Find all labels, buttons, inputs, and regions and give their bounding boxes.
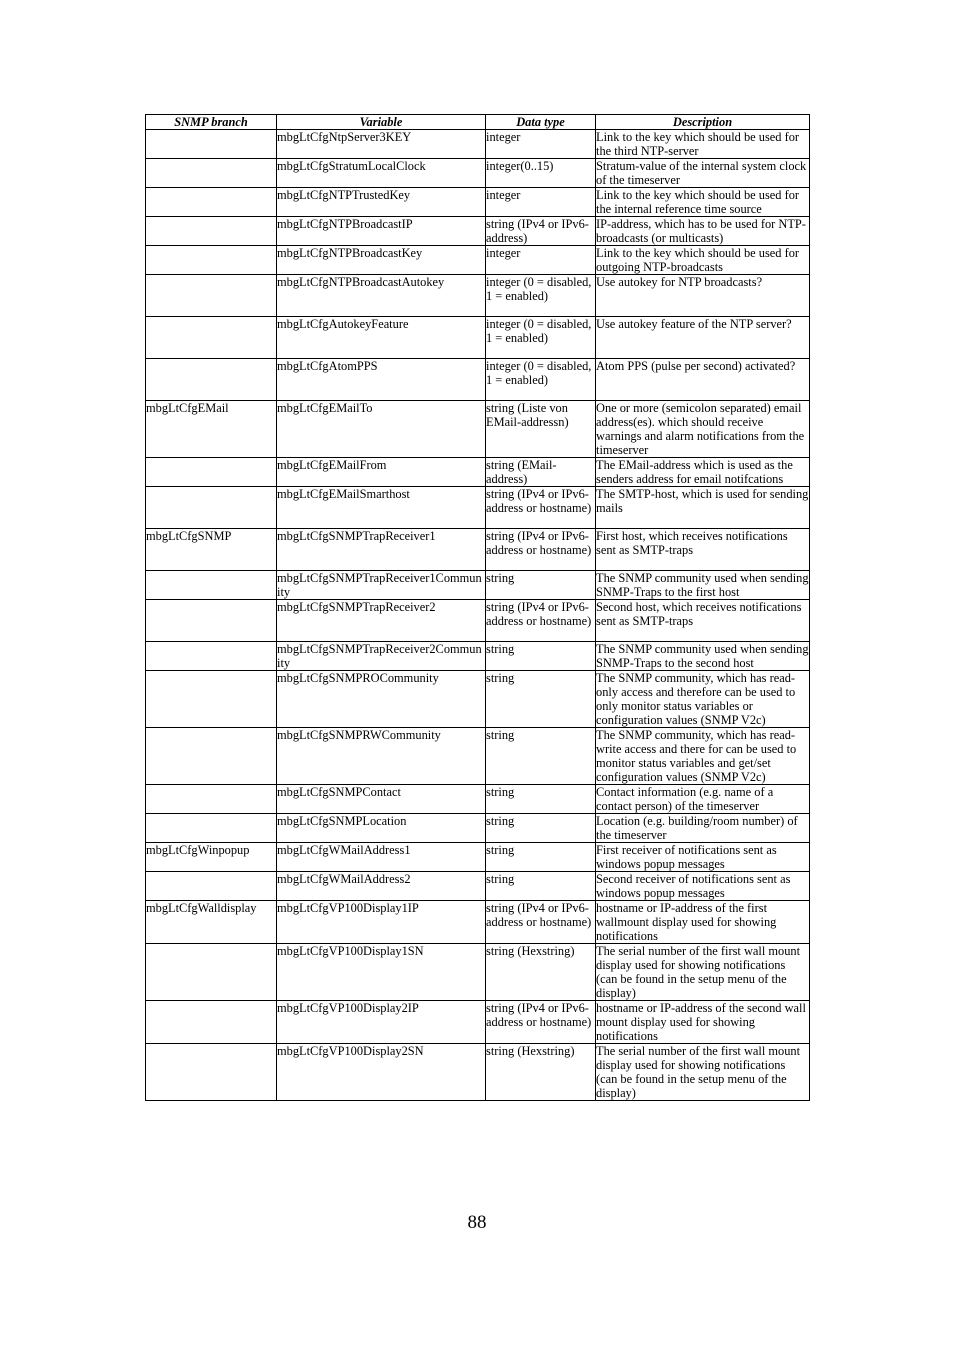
- table-row: [146, 872, 810, 901]
- branch-cell: mbgLtCfgSNMP: [146, 529, 277, 571]
- description-cell: The EMail-address which is used as the senders address for email notifcations: [596, 458, 810, 487]
- header-snmp-branch: SNMP branch: [146, 115, 277, 130]
- branch-cell: mbgLtCfgWalldisplay: [146, 901, 277, 944]
- variable-cell: mbgLtCfgSNMPTrapReceiver1: [277, 529, 486, 571]
- table-row: [146, 600, 810, 642]
- variable-cell: mbgLtCfgSNMPRWCommunity: [277, 728, 486, 785]
- data-type-cell: string (Hexstring): [486, 944, 596, 1001]
- description-cell: IP-address, which has to be used for NTP-broadcasts (or multicasts): [596, 217, 810, 246]
- description-cell: The serial number of the first wall mount display used for showing notifications (can be found in the setup menu of the display): [596, 944, 810, 1001]
- branch-cell: [146, 1001, 277, 1044]
- description-cell: hostname or IP-address of the second wall mount display used for showing notifications: [596, 1001, 810, 1044]
- variable-cell: mbgLtCfgNTPTrustedKey: [277, 188, 486, 217]
- table-row: [146, 785, 810, 814]
- description-cell: First receiver of notifications sent as windows popup messages: [596, 843, 810, 872]
- table-row: [146, 901, 810, 944]
- variable-cell: mbgLtCfgEMailTo: [277, 401, 486, 458]
- description-cell: Second receiver of notifications sent as windows popup messages: [596, 872, 810, 901]
- branch-cell: [146, 317, 277, 359]
- branch-cell: [146, 1044, 277, 1101]
- data-type-cell: string (IPv4 or IPv6-address or hostname): [486, 487, 596, 529]
- data-type-cell: string (IPv4 or IPv6-address): [486, 217, 596, 246]
- table-row: [146, 487, 810, 529]
- variable-cell: mbgLtCfgNTPBroadcastAutokey: [277, 275, 486, 317]
- description-cell: Atom PPS (pulse per second) activated?: [596, 359, 810, 401]
- description-cell: hostname or IP-address of the first wallmount display used for showing notifications: [596, 901, 810, 944]
- variable-cell: mbgLtCfgStratumLocalClock: [277, 159, 486, 188]
- data-type-cell: integer: [486, 188, 596, 217]
- branch-cell: mbgLtCfgWinpopup: [146, 843, 277, 872]
- description-cell: The SMTP-host, which is used for sending mails: [596, 487, 810, 529]
- table-row: [146, 642, 810, 671]
- branch-cell: [146, 487, 277, 529]
- description-cell: Contact information (e.g. name of a contact person) of the timeserver: [596, 785, 810, 814]
- description-cell: Link to the key which should be used for outgoing NTP-broadcasts: [596, 246, 810, 275]
- variable-cell: mbgLtCfgVP100Display2SN: [277, 1044, 486, 1101]
- data-type-cell: string: [486, 843, 596, 872]
- data-type-cell: integer (0 = disabled, 1 = enabled): [486, 275, 596, 317]
- branch-cell: [146, 458, 277, 487]
- description-cell: The SNMP community used when sending SNMP-Traps to the first host: [596, 571, 809, 599]
- data-type-cell: string: [486, 785, 596, 814]
- branch-cell: [146, 159, 277, 188]
- data-type-cell: string: [486, 571, 596, 600]
- table-row: [146, 359, 810, 401]
- description-cell: Link to the key which should be used for the third NTP-server: [596, 130, 810, 159]
- branch-cell: [146, 275, 277, 317]
- branch-cell: [146, 728, 277, 785]
- table-row: [146, 1001, 810, 1044]
- data-type-cell: string (IPv4 or IPv6-address or hostname): [486, 600, 596, 642]
- data-type-cell: integer: [486, 246, 596, 275]
- table-row: [146, 401, 810, 458]
- table-row: [146, 130, 810, 159]
- description-cell: The serial number of the first wall mount display used for showing notifications (can be found in the setup menu of the display): [596, 1044, 810, 1101]
- description-cell: First host, which receives notifications sent as SMTP-traps: [596, 529, 810, 571]
- page-number: 88: [467, 1212, 487, 1233]
- data-type-cell: string (IPv4 or IPv6-address or hostname): [486, 1001, 596, 1044]
- variable-cell: mbgLtCfgSNMPROCommunity: [277, 671, 486, 728]
- data-type-cell: integer(0..15): [486, 159, 596, 188]
- branch-cell: [146, 130, 277, 159]
- description-cell: The SNMP community used when sending SNMP-Traps to the second host: [596, 642, 809, 670]
- variable-cell: mbgLtCfgVP100Display2IP: [277, 1001, 486, 1044]
- data-type-cell: string: [486, 671, 596, 728]
- branch-cell: [146, 246, 277, 275]
- branch-cell: [146, 785, 277, 814]
- data-type-cell: string (EMail-address): [486, 458, 596, 487]
- table-row: [146, 159, 810, 188]
- variable-cell: mbgLtCfgWMailAddress1: [277, 843, 486, 872]
- branch-cell: [146, 359, 277, 401]
- variable-cell: mbgLtCfgVP100Display1SN: [277, 944, 486, 1001]
- branch-cell: [146, 642, 277, 671]
- data-type-cell: string (IPv4 or IPv6-address or hostname): [486, 529, 596, 571]
- description-cell: Location (e.g. building/room number) of the timeserver: [596, 814, 810, 843]
- table-body: [146, 130, 810, 1101]
- variable-cell: mbgLtCfgWMailAddress2: [277, 872, 486, 901]
- branch-cell: [146, 571, 277, 600]
- variable-cell: mbgLtCfgSNMPContact: [277, 785, 486, 814]
- variable-cell: mbgLtCfgAutokeyFeature: [277, 317, 486, 359]
- variable-cell: mbgLtCfgNtpServer3KEY: [277, 130, 486, 159]
- branch-cell: [146, 600, 277, 642]
- branch-cell: [146, 872, 277, 901]
- description-cell: Use autokey for NTP broadcasts?: [596, 275, 810, 317]
- description-cell: The SNMP community, which has read-only access and therefore can be used to only monitor status variables or configuration values (SNMP V2c): [596, 671, 810, 728]
- variable-cell: mbgLtCfgNTPBroadcastIP: [277, 217, 486, 246]
- variable-cell: mbgLtCfgEMailFrom: [277, 458, 486, 487]
- variable-cell: mbgLtCfgSNMPTrapReceiver2Community: [277, 642, 486, 671]
- variable-cell: mbgLtCfgEMailSmarthost: [277, 487, 486, 529]
- header-data-type: Data type: [486, 115, 596, 130]
- variable-cell: mbgLtCfgSNMPLocation: [277, 814, 486, 843]
- table-row: [146, 188, 810, 217]
- header-variable: Variable: [277, 115, 486, 130]
- variable-cell: mbgLtCfgNTPBroadcastKey: [277, 246, 486, 275]
- data-type-cell: integer (0 = disabled, 1 = enabled): [486, 317, 596, 359]
- branch-cell: [146, 671, 277, 728]
- table-row: [146, 728, 810, 785]
- branch-cell: [146, 217, 277, 246]
- table-row: [146, 529, 810, 571]
- data-type-cell: string (Hexstring): [486, 1044, 596, 1101]
- table-row: [146, 843, 810, 872]
- variable-cell: mbgLtCfgAtomPPS: [277, 359, 486, 401]
- table-row: [146, 571, 810, 600]
- table-row: [146, 275, 810, 317]
- branch-cell: [146, 944, 277, 1001]
- branch-cell: [146, 188, 277, 217]
- table-row: [146, 458, 810, 487]
- table-row: [146, 814, 810, 843]
- description-cell: Link to the key which should be used for the internal reference time source: [596, 188, 810, 217]
- description-cell: Stratum-value of the internal system clock of the timeserver: [596, 159, 810, 188]
- table-row: [146, 217, 810, 246]
- table-row: [146, 246, 810, 275]
- table-row: [146, 671, 810, 728]
- branch-cell: [146, 814, 277, 843]
- data-type-cell: integer (0 = disabled, 1 = enabled): [486, 359, 596, 401]
- description-cell: The SNMP community, which has read-write access and there for can be used to monitor status variables and get/set configuration values (SNMP V2c): [596, 728, 810, 785]
- branch-cell: mbgLtCfgEMail: [146, 401, 277, 458]
- header-description: Description: [596, 115, 810, 130]
- data-type-cell: string (Liste von EMail-addressn): [486, 401, 596, 458]
- description-cell: Use autokey feature of the NTP server?: [596, 317, 810, 359]
- variable-cell: mbgLtCfgVP100Display1IP: [277, 901, 486, 944]
- data-type-cell: string: [486, 814, 596, 843]
- data-type-cell: string (IPv4 or IPv6-address or hostname): [486, 901, 596, 944]
- description-cell: Second host, which receives notifications sent as SMTP-traps: [596, 600, 810, 642]
- data-type-cell: string: [486, 728, 596, 785]
- table-row: [146, 944, 810, 1001]
- table-row: [146, 1044, 810, 1101]
- table-header-row: [146, 115, 810, 130]
- description-cell: One or more (semicolon separated) email address(es). which should receive warnings and alarm notifications from the timeserver: [596, 401, 810, 458]
- data-type-cell: string: [486, 642, 596, 671]
- variable-cell: mbgLtCfgSNMPTrapReceiver2: [277, 600, 486, 642]
- data-type-cell: string: [486, 872, 596, 901]
- variable-cell: mbgLtCfgSNMPTrapReceiver1Community: [277, 571, 486, 600]
- data-type-cell: integer: [486, 130, 596, 159]
- table-row: [146, 317, 810, 359]
- snmp-variable-table: [145, 114, 810, 1101]
